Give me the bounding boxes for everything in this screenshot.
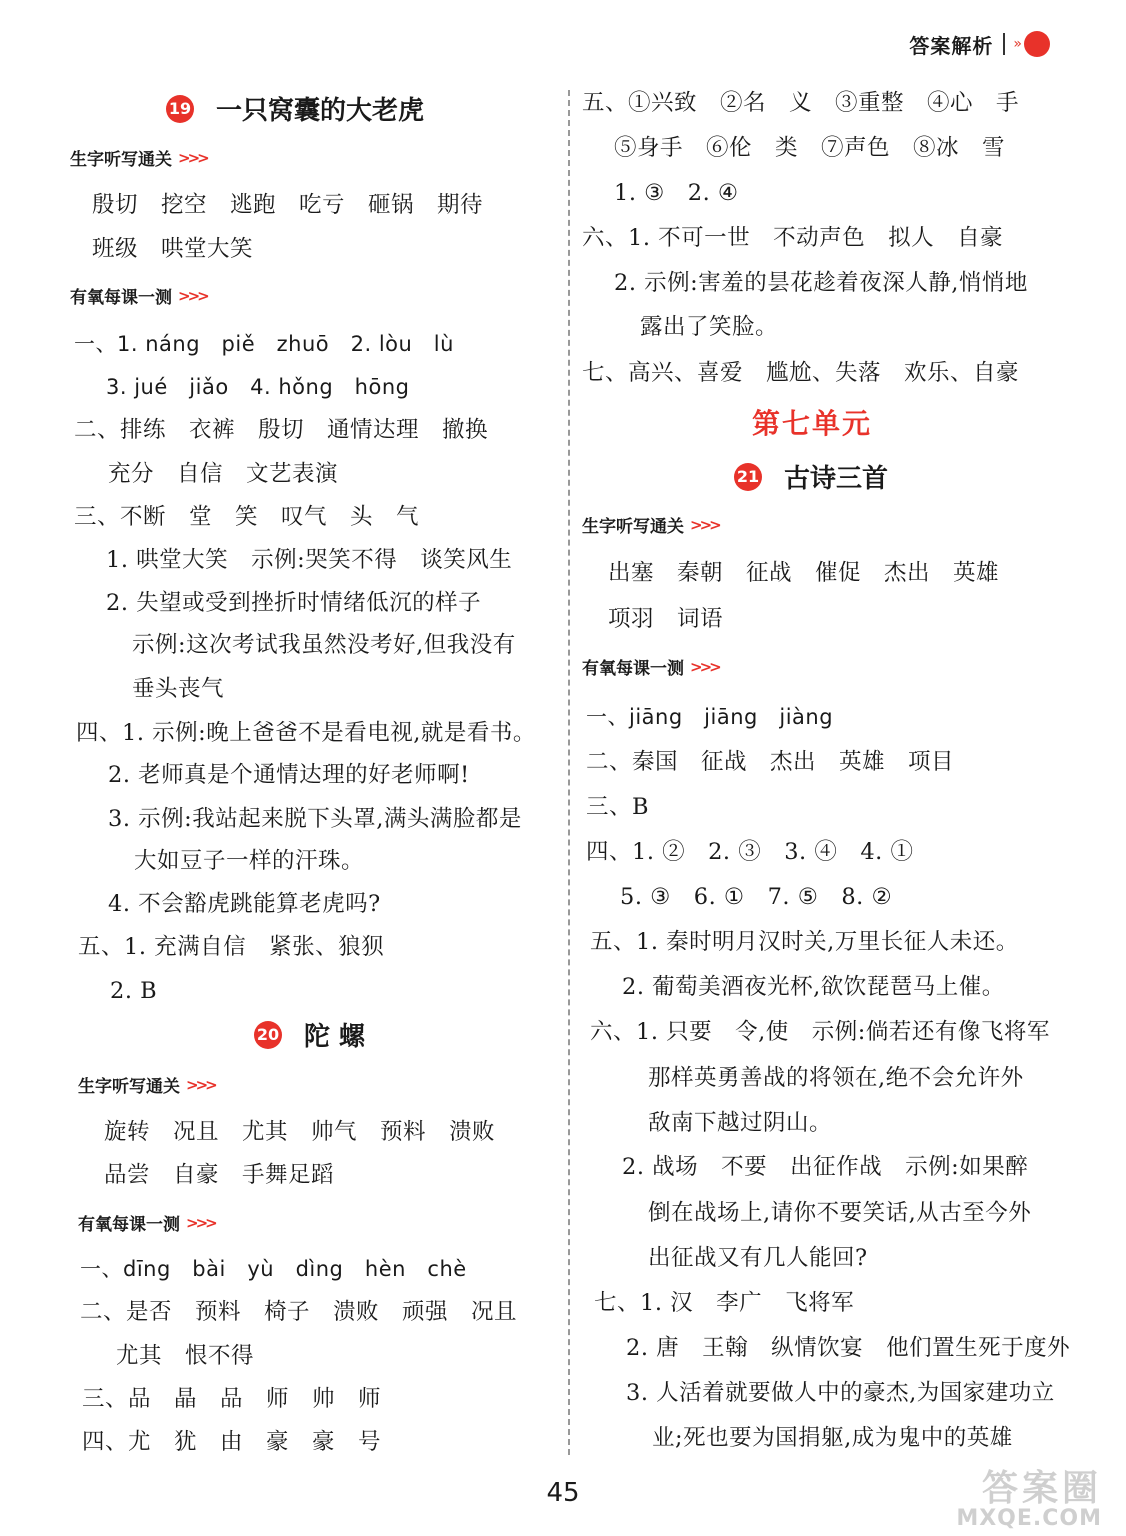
answer-line: 三、品 晶 品 师 帅 师: [82, 1386, 382, 1412]
chevrons-icon: >>>: [186, 1213, 215, 1232]
dictation-line: 班级 哄堂大笑: [92, 236, 254, 262]
answer-line: 一、dīng bài yù dìng hèn chè: [80, 1257, 467, 1281]
answer-line: 示例:这次考试我虽然没考好,但我没有: [132, 632, 516, 658]
lesson-20-title: [254, 1016, 365, 1053]
page-header: [909, 28, 1050, 60]
header-title: 答案解析: [909, 33, 994, 58]
answer-line: 那样英勇善战的将领在,绝不会允许外: [648, 1065, 1024, 1091]
answer-line: 二、秦国 征战 杰出 英雄 项目: [586, 749, 955, 775]
watermark-text-top: 答案圈: [981, 1468, 1102, 1509]
answer-line: 七、1. 汉 李广 飞将军: [594, 1290, 855, 1316]
answer-line: 垂头丧气: [132, 676, 225, 702]
answer-line: 三、B: [586, 794, 650, 820]
chevrons-icon: >>>: [178, 148, 207, 167]
answer-line: 出征战又有几人能回?: [648, 1245, 868, 1271]
answer-line: 六、1. 不可一世 不动声色 拟人 自豪: [582, 225, 1004, 251]
dictation-line: 殷切 挖空 逃跑 吃亏 砸锅 期待: [92, 192, 484, 218]
dictation-line: 旋转 况且 尤其 帅气 预料 溃败: [104, 1119, 496, 1145]
answer-line: 尤其 恨不得: [116, 1343, 255, 1369]
dictation-line: 品尝 自豪 手舞足蹈: [104, 1162, 335, 1188]
lesson-title-text: 陀 螺: [304, 1022, 366, 1052]
answer-line: 1. ③ 2. ④: [614, 180, 739, 206]
watermark-logo: [918, 1470, 1102, 1530]
answer-line: 4. 不会豁虎跳能算老虎吗?: [108, 891, 381, 917]
chevrons-icon: >>>: [690, 515, 719, 534]
section-heading-dictation: [582, 512, 719, 537]
answer-line: 五、1. 秦时明月汉时关,万里长征人未还。: [590, 929, 1019, 955]
section-heading-text: 生字听写通关: [78, 1077, 180, 1097]
column-divider: [568, 90, 570, 1455]
chevrons-icon: >>>: [178, 286, 207, 305]
lesson-title-text: 古诗三首: [784, 464, 889, 494]
header-dot-icon: [1024, 31, 1050, 57]
section-heading-text: 有氧每课一测: [70, 288, 172, 308]
answer-line: 四、尤 犹 由 豪 豪 号: [82, 1429, 382, 1455]
page-number: 45: [546, 1478, 580, 1508]
dictation-line: 出塞 秦朝 征战 催促 杰出 英雄: [608, 560, 1000, 586]
section-heading-test: [78, 1210, 215, 1235]
chevrons-icon: >>>: [690, 657, 719, 676]
answer-line: 2. 战场 不要 出征作战 示例:如果醉: [622, 1154, 1029, 1180]
section-heading-text: 生字听写通关: [70, 150, 172, 170]
lesson-number-badge: 20: [254, 1021, 282, 1049]
answer-line: 七、高兴、喜爱 尴尬、失落 欢乐、自豪: [582, 360, 1020, 386]
answer-line: 五、①兴致 ②名 义 ③重整 ④心 手: [582, 90, 1020, 116]
section-heading-text: 有氧每课一测: [582, 659, 684, 679]
answer-line: 大如豆子一样的汗珠。: [134, 848, 365, 874]
answer-line: 2. 示例:害羞的昙花趁着夜深人静,悄悄地: [614, 270, 1028, 296]
answer-line: 三、不断 堂 笑 叹气 头 气: [74, 504, 420, 530]
answer-line: 3. jué jiǎo 4. hǒng hōng: [106, 375, 410, 399]
answer-line: 四、1. 示例:晚上爸爸不是看电视,就是看书。: [76, 720, 536, 746]
header-stripes-icon: »: [1013, 36, 1022, 52]
answer-line: 一、1. náng piě zhuō 2. lòu lù: [74, 332, 454, 356]
lesson-21-title: [734, 458, 888, 495]
section-heading-text: 有氧每课一测: [78, 1215, 180, 1235]
answer-line: 2. 葡萄美酒夜光杯,欲饮琵琶马上催。: [622, 974, 1005, 1000]
watermark-text-bottom: MXQE.COM: [956, 1506, 1102, 1531]
chevrons-icon: >>>: [186, 1075, 215, 1094]
answer-line: 一、jiāng jiāng jiàng: [586, 705, 834, 729]
answer-line: 2. B: [110, 978, 158, 1004]
lesson-19-title: [166, 90, 424, 127]
answer-line: 3. 人活着就要做人中的豪杰,为国家建功立: [626, 1380, 1055, 1406]
section-heading-test: [70, 283, 207, 308]
answer-line: 敌南下越过阴山。: [648, 1110, 833, 1136]
answer-line: 5. ③ 6. ① 7. ⑤ 8. ②: [620, 884, 893, 910]
answer-line: 2. 唐 王翰 纵情饮宴 他们置生死于度外: [626, 1335, 1071, 1361]
answer-line: 3. 示例:我站起来脱下头罩,满头满脸都是: [108, 806, 522, 832]
lesson-number-badge: 19: [166, 95, 194, 123]
answer-line: 二、是否 预料 椅子 溃败 顽强 况且: [80, 1299, 518, 1325]
unit-title: 第七单元: [752, 407, 873, 440]
section-heading-text: 生字听写通关: [582, 517, 684, 537]
answer-line: ⑤身手 ⑥伦 类 ⑦声色 ⑧冰 雪: [614, 135, 1006, 161]
header-separator: [1003, 33, 1005, 55]
section-heading-dictation: [70, 145, 207, 170]
answer-line: 四、1. ② 2. ③ 3. ④ 4. ①: [586, 839, 914, 865]
section-heading-dictation: [78, 1072, 215, 1097]
answer-line: 业;死也要为国捐躯,成为鬼中的英雄: [652, 1425, 1013, 1451]
answer-line: 五、1. 充满自信 紧张、狼狈: [78, 934, 385, 960]
answer-line: 2. 老师真是个通情达理的好老师啊!: [108, 762, 470, 788]
answer-line: 2. 失望或受到挫折时情绪低沉的样子: [106, 590, 482, 616]
answer-line: 倒在战场上,请你不要笑话,从古至今外: [648, 1200, 1032, 1226]
answer-line: 二、排练 衣裤 殷切 通情达理 撤换: [74, 417, 489, 443]
answer-line: 1. 哄堂大笑 示例:哭笑不得 谈笑风生: [106, 547, 513, 573]
section-heading-test: [582, 654, 719, 679]
answer-line: 充分 自信 文艺表演: [108, 461, 339, 487]
answer-line: 六、1. 只要 令,使 示例:倘若还有像飞将军: [590, 1019, 1050, 1045]
lesson-title-text: 一只窝囊的大老虎: [216, 96, 425, 126]
dictation-line: 项羽 词语: [608, 606, 724, 632]
lesson-number-badge: 21: [734, 463, 762, 491]
answer-line: 露出了笑脸。: [640, 314, 779, 340]
